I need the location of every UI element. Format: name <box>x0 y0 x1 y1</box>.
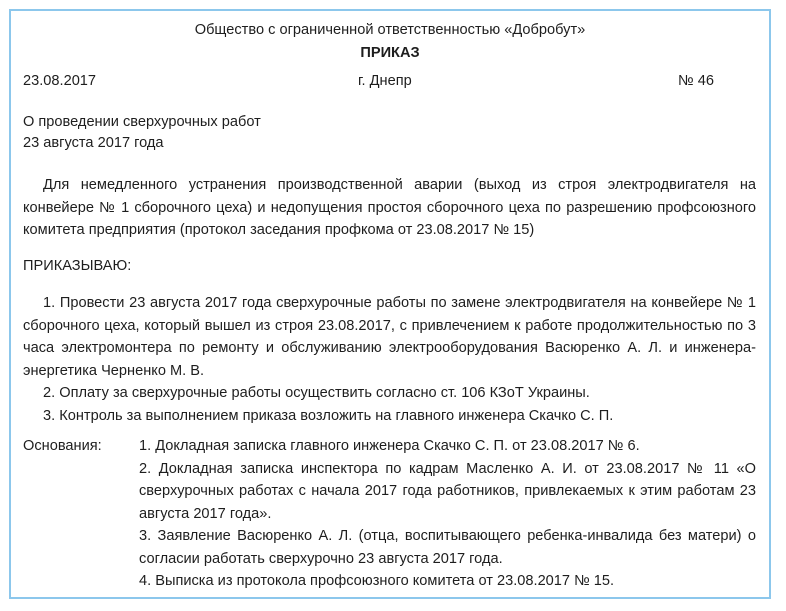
preamble-paragraph: Для немедленного устранения производственной аварии (выход из строя электродвигателя на конвейере № 1 сборочного цеха) и недопущения простоя сборочного цеха по разрешению профсоюзного комитета предприятия (протокол заседания профкома от 23.08.2017 № 15) <box>23 177 756 238</box>
basis-list <box>139 435 756 593</box>
subject-line-2: 23 августа 2017 года <box>23 135 164 151</box>
basis-item-1: 1. Докладная записка главного инженера Скачко С. П. от 23.08.2017 № 6. <box>139 438 640 454</box>
basis-item-4: 4. Выписка из протокола профсоюзного комитета от 23.08.2017 № 15. <box>139 573 615 589</box>
order-city: г. Днепр <box>358 73 412 89</box>
order-date: 23.08.2017 <box>23 73 97 89</box>
order-document <box>9 9 771 599</box>
order-items <box>23 292 756 427</box>
order-number: № 46 <box>678 73 714 89</box>
order-item-1: 1. Провести 23 августа 2017 года сверхурочные работы по замене электродвигателя на конвейере № 1 сборочного цеха, который вышел из строя 23.08.2017, с привлечением к работе продолжительностью по 3 часа электромонтера по ремонту и обслуживанию электрооборудования Васюренко А. Л. и инженера-энергетика Черненко М. В. <box>23 295 756 379</box>
subject-line-1: О проведении сверхурочных работ <box>23 114 261 130</box>
basis-item-3: 3. Заявление Васюренко А. Л. (отца, воспитывающего ребенка-инвалида без матери) о согласии работать сверхурочно 23 августа 2017 года. <box>139 528 756 567</box>
order-item-2: 2. Оплату за сверхурочные работы осуществить согласно ст. 106 КЗоТ Украины. <box>43 385 590 401</box>
basis-label: Основания: <box>23 438 102 454</box>
order-item-3: 3. Контроль за выполнением приказа возложить на главного инженера Скачко С. П. <box>43 407 614 424</box>
document-title: ПРИКАЗ <box>360 45 420 61</box>
basis-item-2: 2. Докладная записка инспектора по кадрам Масленко А. И. от 23.08.2017 № 11 «О сверхурочных работах с начала 2017 года работников, привлекаемых к этим работам 23 августа 2017 года». <box>139 460 756 522</box>
organization-name: Общество с ограниченной ответственностью «Добробут» <box>194 22 586 38</box>
order-word: ПРИКАЗЫВАЮ: <box>23 258 132 274</box>
